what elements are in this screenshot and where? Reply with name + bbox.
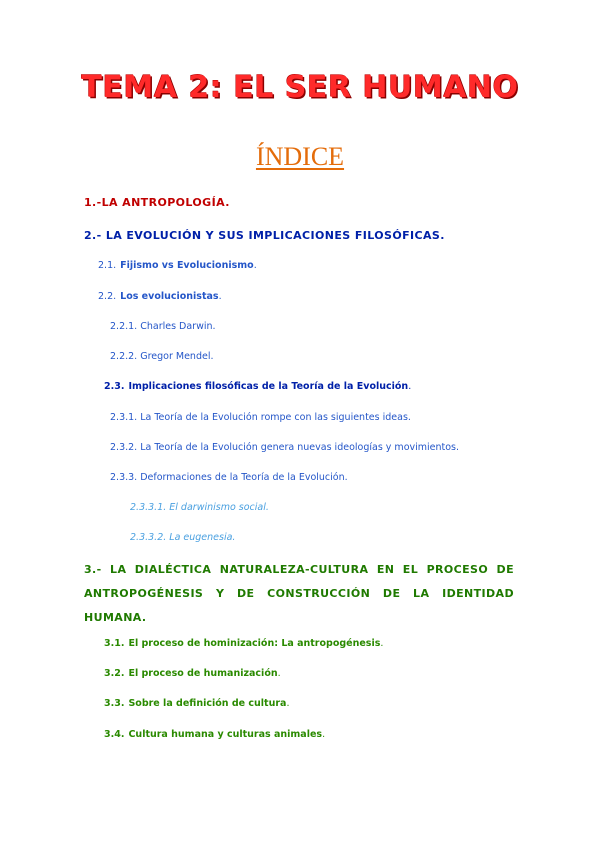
toc-label: 2.3.1. La Teoría de la Evolución rompe con las siguientes ideas. bbox=[110, 412, 411, 423]
toc-number: 2.1. bbox=[98, 260, 117, 271]
toc-section-1-label: 1.-LA ANTROPOLOGÍA. bbox=[84, 196, 230, 209]
toc-label: 2.2.1. Charles Darwin. bbox=[110, 321, 216, 332]
toc-section-3[interactable] bbox=[84, 558, 514, 630]
toc-number: 2.3. bbox=[104, 381, 125, 392]
toc-section-1[interactable] bbox=[84, 196, 230, 209]
toc-label: 2.2.2. Gregor Mendel. bbox=[110, 351, 214, 362]
toc-label: Sobre la definición de cultura bbox=[128, 698, 287, 709]
toc-section-3-line-1: 3.- LA DIALÉCTICA NATURALEZA-CULTURA EN EL PROCESO DE bbox=[84, 563, 514, 576]
toc-label: Implicaciones filosóficas de la Teoría de la Evolución bbox=[128, 381, 409, 392]
toc-section-3-3[interactable]: 3.3. Sobre la definición de cultura. bbox=[104, 698, 290, 709]
toc-label: El proceso de hominización: La antropogénesis bbox=[128, 638, 381, 649]
toc-label: El proceso de humanización bbox=[128, 668, 278, 679]
toc-number: 3.1. bbox=[104, 638, 125, 649]
toc-section-2-label: 2.- LA EVOLUCIÓN Y SUS IMPLICACIONES FILOSÓFICAS. bbox=[84, 229, 445, 242]
toc-section-3-4[interactable]: 3.4. Cultura humana y culturas animales. bbox=[104, 729, 326, 740]
toc-section-2-3[interactable]: 2.3. Implicaciones filosóficas de la Teoría de la Evolución. bbox=[104, 381, 412, 392]
toc-section-2-3-3-1[interactable] bbox=[130, 502, 269, 513]
toc-number: 2.2. bbox=[98, 291, 117, 302]
toc-section-3-line-3: HUMANA. bbox=[84, 611, 147, 624]
toc-number: 3.2. bbox=[104, 668, 125, 679]
index-heading: ÍNDICE bbox=[255, 142, 345, 171]
toc-section-3-2[interactable]: 3.2. El proceso de humanización. bbox=[104, 668, 281, 679]
toc-label: Fijismo vs Evolucionismo bbox=[120, 260, 254, 271]
toc-section-2-3-1[interactable] bbox=[110, 412, 411, 423]
toc-label: Cultura humana y culturas animales bbox=[128, 729, 323, 740]
toc-label: Los evolucionistas bbox=[120, 291, 219, 302]
toc-section-2-3-3-2[interactable] bbox=[130, 532, 235, 543]
toc-label: 2.3.3. Deformaciones de la Teoría de la Evolución. bbox=[110, 472, 348, 483]
toc-number: 3.3. bbox=[104, 698, 125, 709]
toc-label: 2.3.3.1. El darwinismo social. bbox=[130, 502, 269, 513]
toc-section-2-1[interactable]: 2.1. Fijismo vs Evolucionismo. bbox=[98, 260, 257, 271]
toc-section-3-1[interactable]: 3.1. El proceso de hominización: La antropogénesis. bbox=[104, 638, 384, 649]
toc-section-2-2[interactable]: 2.2. Los evolucionistas. bbox=[98, 291, 222, 302]
toc-label: 2.3.3.2. La eugenesia. bbox=[130, 532, 236, 543]
toc-section-2[interactable] bbox=[84, 229, 445, 242]
toc-label: 2.3.2. La Teoría de la Evolución genera nuevas ideologías y movimientos. bbox=[110, 442, 460, 453]
toc-section-2-2-1[interactable] bbox=[110, 321, 216, 332]
toc-number: 3.4. bbox=[104, 729, 125, 740]
toc-section-2-3-2[interactable] bbox=[110, 442, 459, 453]
page-title: TEMA 2: EL SER HUMANO bbox=[81, 70, 519, 105]
toc-section-3-line-2: ANTROPOGÉNESIS Y DE CONSTRUCCIÓN DE LA IDENTIDAD bbox=[84, 587, 514, 600]
toc-section-2-2-2[interactable] bbox=[110, 351, 213, 362]
toc-section-2-3-3[interactable] bbox=[110, 472, 348, 483]
